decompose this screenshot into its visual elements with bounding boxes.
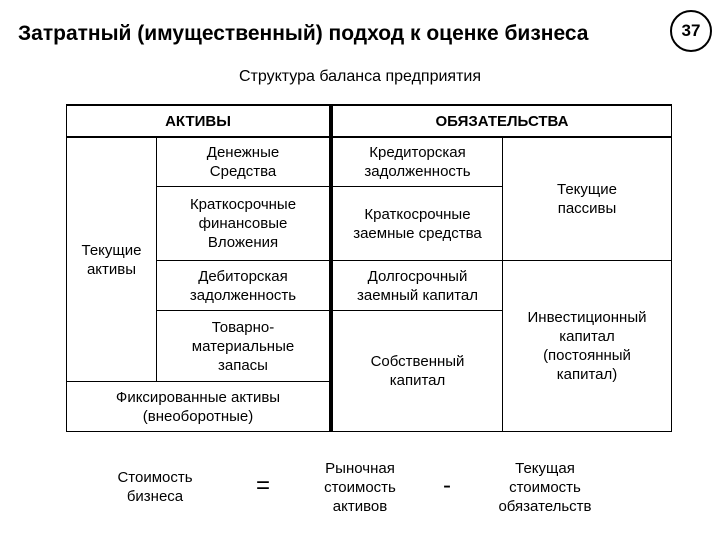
cash-cell: Денежные Средства — [206, 144, 280, 180]
assets-header: АКТИВЫ — [165, 112, 231, 130]
receivables-cell: Дебиторская задолженность — [189, 267, 297, 304]
short-term-investments-cell: Краткосрочные финансовые Вложения — [189, 196, 297, 251]
minus-sign: - — [443, 472, 451, 499]
page-title: Затратный (имущественный) подход к оценке бизнеса — [18, 22, 589, 45]
equity-cell: Собственный капитал — [370, 353, 465, 389]
table-border-right — [671, 104, 672, 432]
fixed-assets-cell: Фиксированные активы (внеоборотные) — [115, 388, 281, 425]
invested-capital-label: Инвестиционный капитал (постоянный капитал) — [527, 309, 647, 383]
current-assets-label: Текущие активы — [81, 241, 142, 278]
diagram-subtitle: Структура баланса предприятия — [239, 68, 481, 85]
liabilities-header: ОБЯЗАТЕЛЬСТВА — [435, 112, 569, 130]
page-number-badge: 37 — [670, 10, 712, 52]
current-value-liabilities-term: Текущая стоимость обязательств — [498, 460, 592, 515]
long-term-capital-cell: Долгосрочный заемный капитал — [356, 267, 479, 304]
table-border-bottom — [66, 431, 672, 432]
inventory-cell: Товарно- материальные запасы — [191, 318, 295, 374]
payables-cell: Кредиторская задолженность — [364, 144, 471, 180]
short-term-loans-cell: Краткосрочные заемные средства — [353, 205, 482, 242]
market-value-assets-term: Рыночная стоимость активов — [324, 460, 396, 515]
equals-sign: = — [255, 472, 270, 499]
business-value-term: Стоимость бизнеса — [117, 469, 193, 505]
current-liabilities-label: Текущие пассивы — [557, 181, 617, 217]
